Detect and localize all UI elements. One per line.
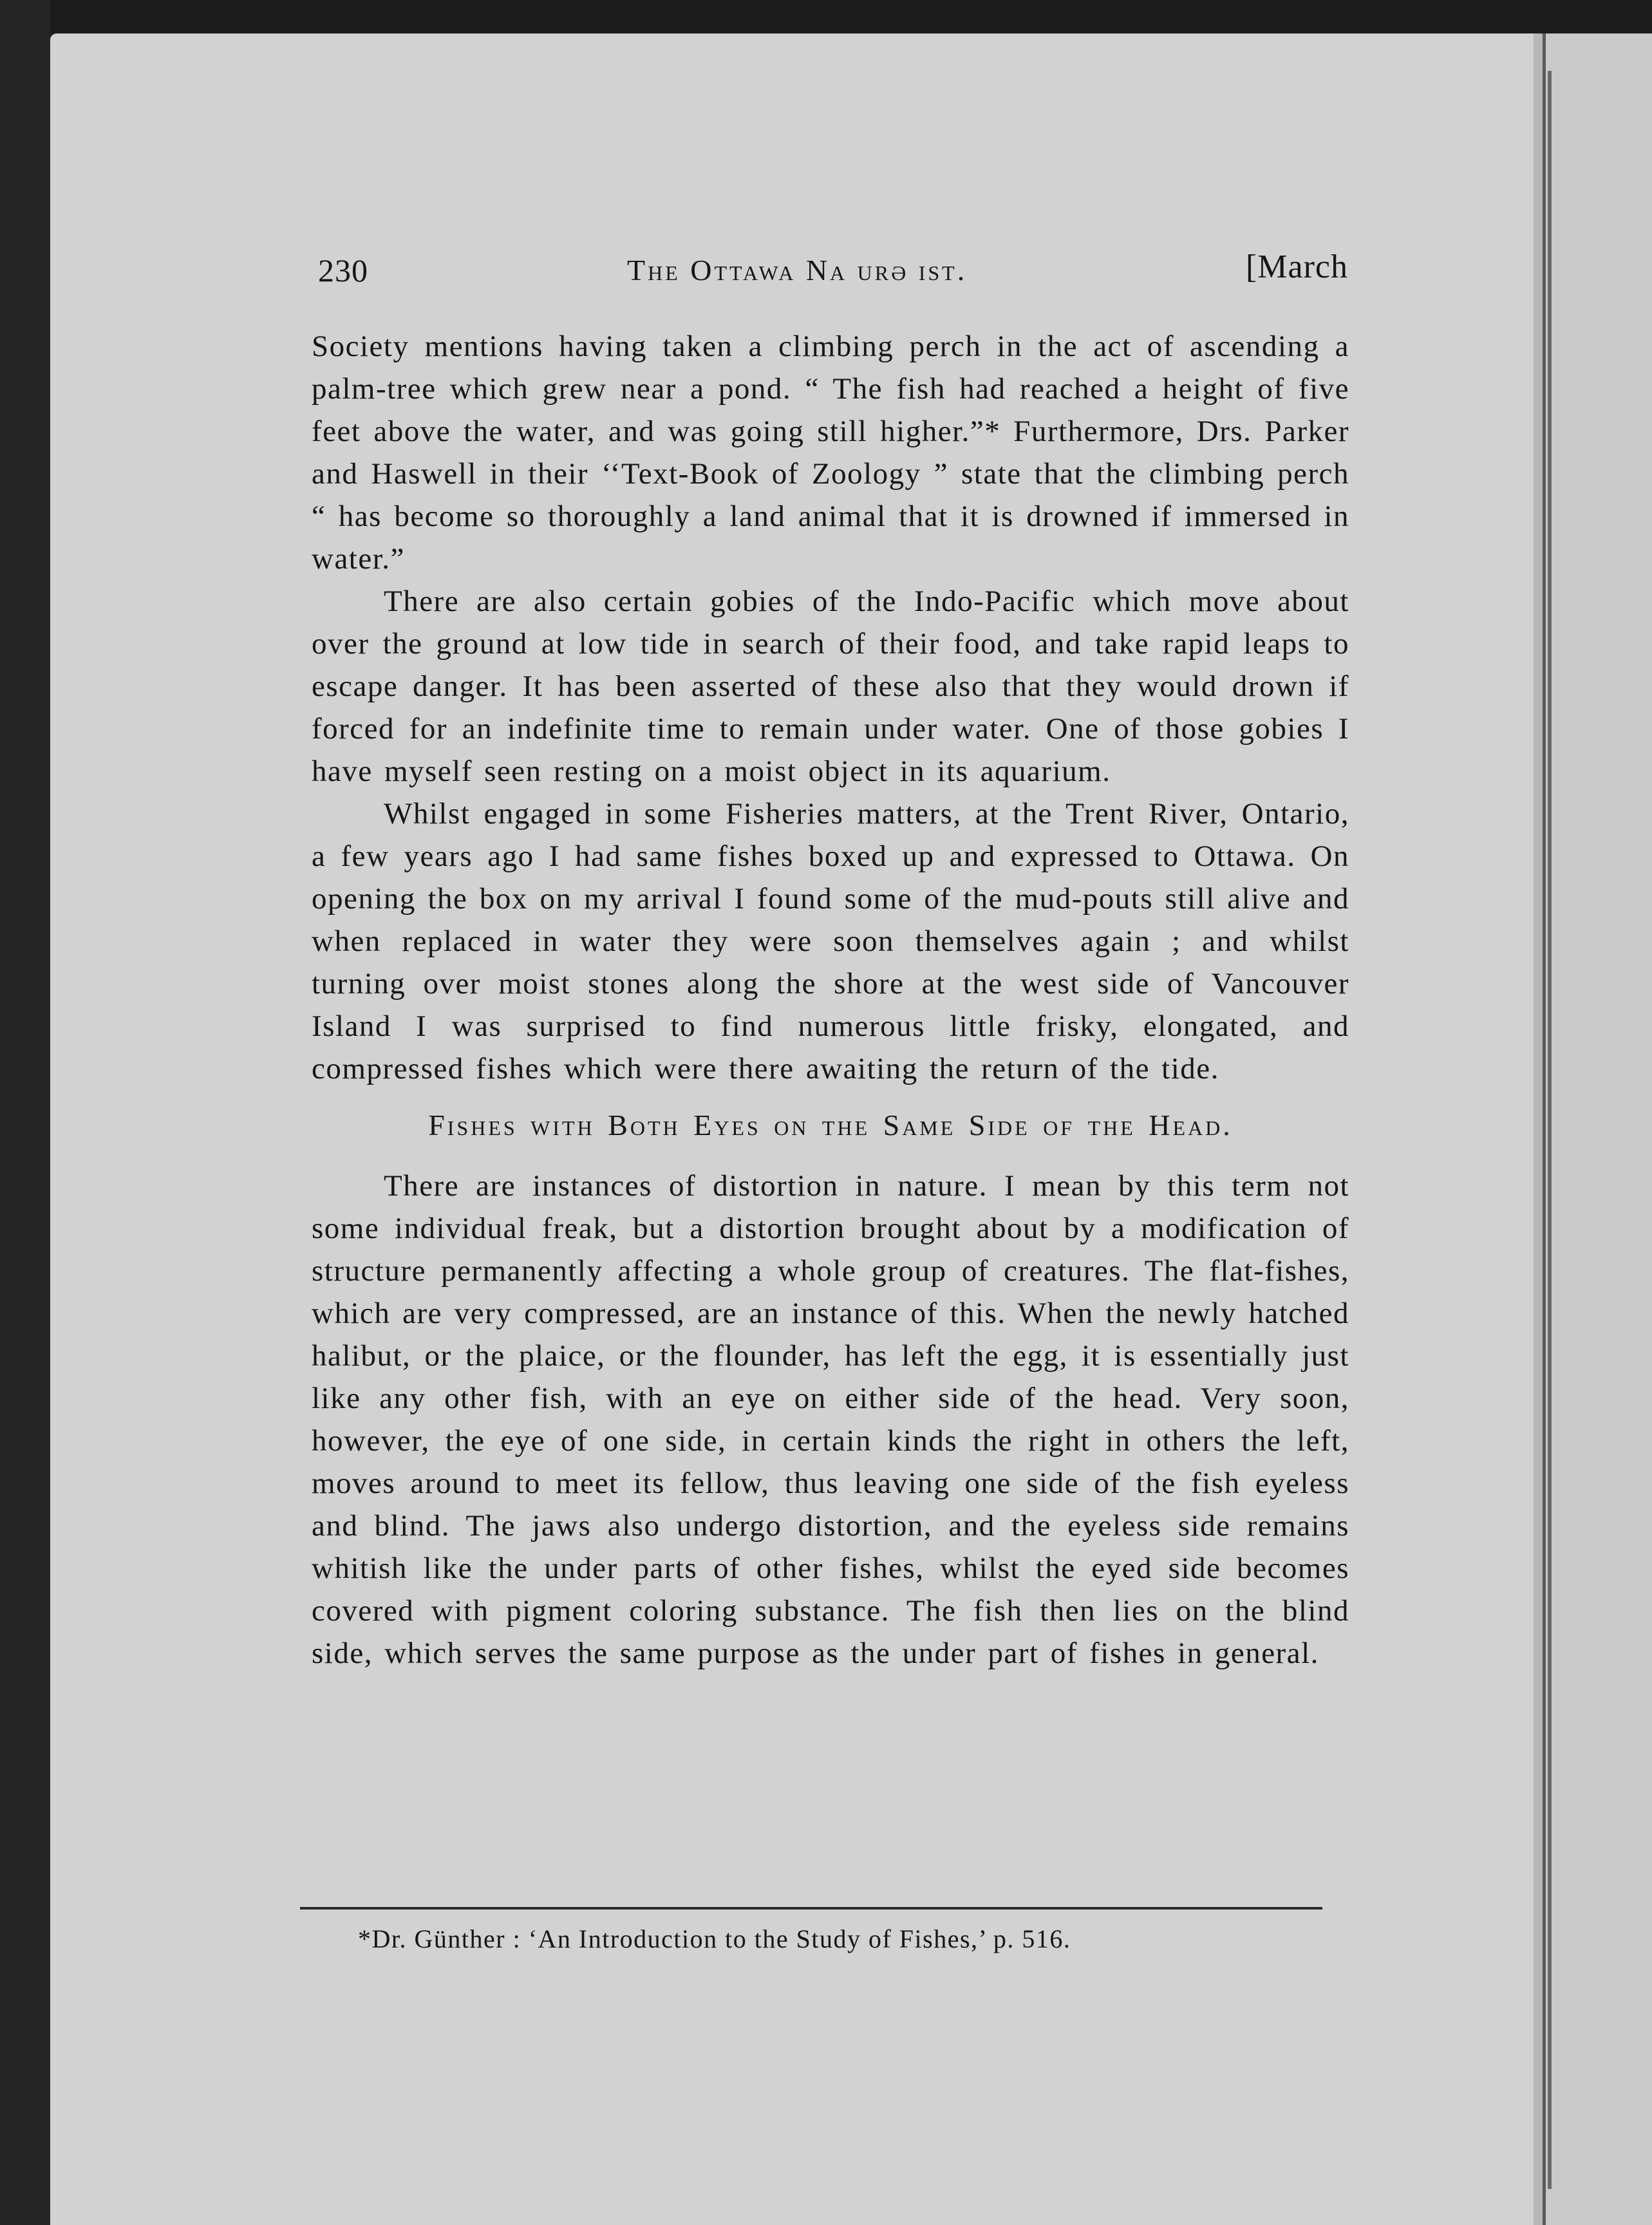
journal-title: The Ottawa Na urə ist. bbox=[627, 254, 968, 286]
paragraph-flat-fishes: There are instances of distortion in nature. I mean by this term not some individual freak, but a distortion brought about by a modification of structure permanently affecting a whole group of creatures. The flat-fishes, which are very compressed, are an instance of this. When the newly hatched halibut, or the plaice, or the flounder, has left the egg, it is essentially just like any other fish, with an eye on either side of the head. Very soon, however, the eye of one side, in certain kinds the right in others the left, moves around to meet its fellow, thus leaving one side of the fish eyeless and blind. The jaws also undergo distortion, and the eyeless side remains whitish like the under parts of other fishes, whilst the eyed side becomes covered with pigment coloring substance. The fish then lies on the blind side, which serves the same purpose as the under part of fishes in general. bbox=[312, 1169, 1349, 1670]
paragraph-mud-pouts: Whilst engaged in some Fisheries matters, at the Trent River, Ontario, a few years ago I had same fishes boxed up and expressed to Ottawa. On opening the box on my arrival I found some of the mud-pouts still alive and when replaced in water they were soon themselves again ; and whilst turning over moist stones along the shore at the west side of Vancouver Island I was surprised to find numerous little frisky, elongated, and compressed fishes which were there awaiting the return of the tide. bbox=[312, 797, 1349, 1085]
footnote-rule bbox=[300, 1907, 1322, 1910]
facing-page-edge bbox=[1543, 33, 1652, 2225]
body-text bbox=[312, 325, 1349, 1675]
paragraph-gobies: There are also certain gobies of the Indo-Pacific which move about over the ground at low tide in search of their food, and take rapid leaps to escape danger. It has been asserted of these also that they would drown if forced for an indefinite time to remain under water. One of those gobies I have myself seen resting on a moist object in its aquarium. bbox=[312, 585, 1349, 788]
scan-background-left bbox=[0, 0, 50, 2225]
facing-page-rule bbox=[1548, 71, 1552, 2189]
paragraph-climbing-perch: Society mentions having taken a climbing perch in the act of ascending a palm-tree which grew near a pond. “ The fish had reached a height of five feet above the water, and was going still higher.”* Furthermore, Drs. Parker and Haswell in their ‘‘Text-Book of Zoology ” state that the climbing perch “ has become so thoroughly a land animal that it is drowned if immersed in water.” bbox=[312, 330, 1349, 576]
footnote: *Dr. Günther : ‘An Introduction to the Study of Fishes,’ p. 516. bbox=[358, 1924, 1071, 1953]
page-number: 230 bbox=[318, 252, 368, 288]
page-gutter bbox=[1534, 33, 1543, 2225]
running-header bbox=[318, 248, 1348, 299]
section-heading: Fishes with Both Eyes on the Same Side of the Head. bbox=[428, 1109, 1233, 1141]
issue-month: [March bbox=[1245, 249, 1348, 285]
